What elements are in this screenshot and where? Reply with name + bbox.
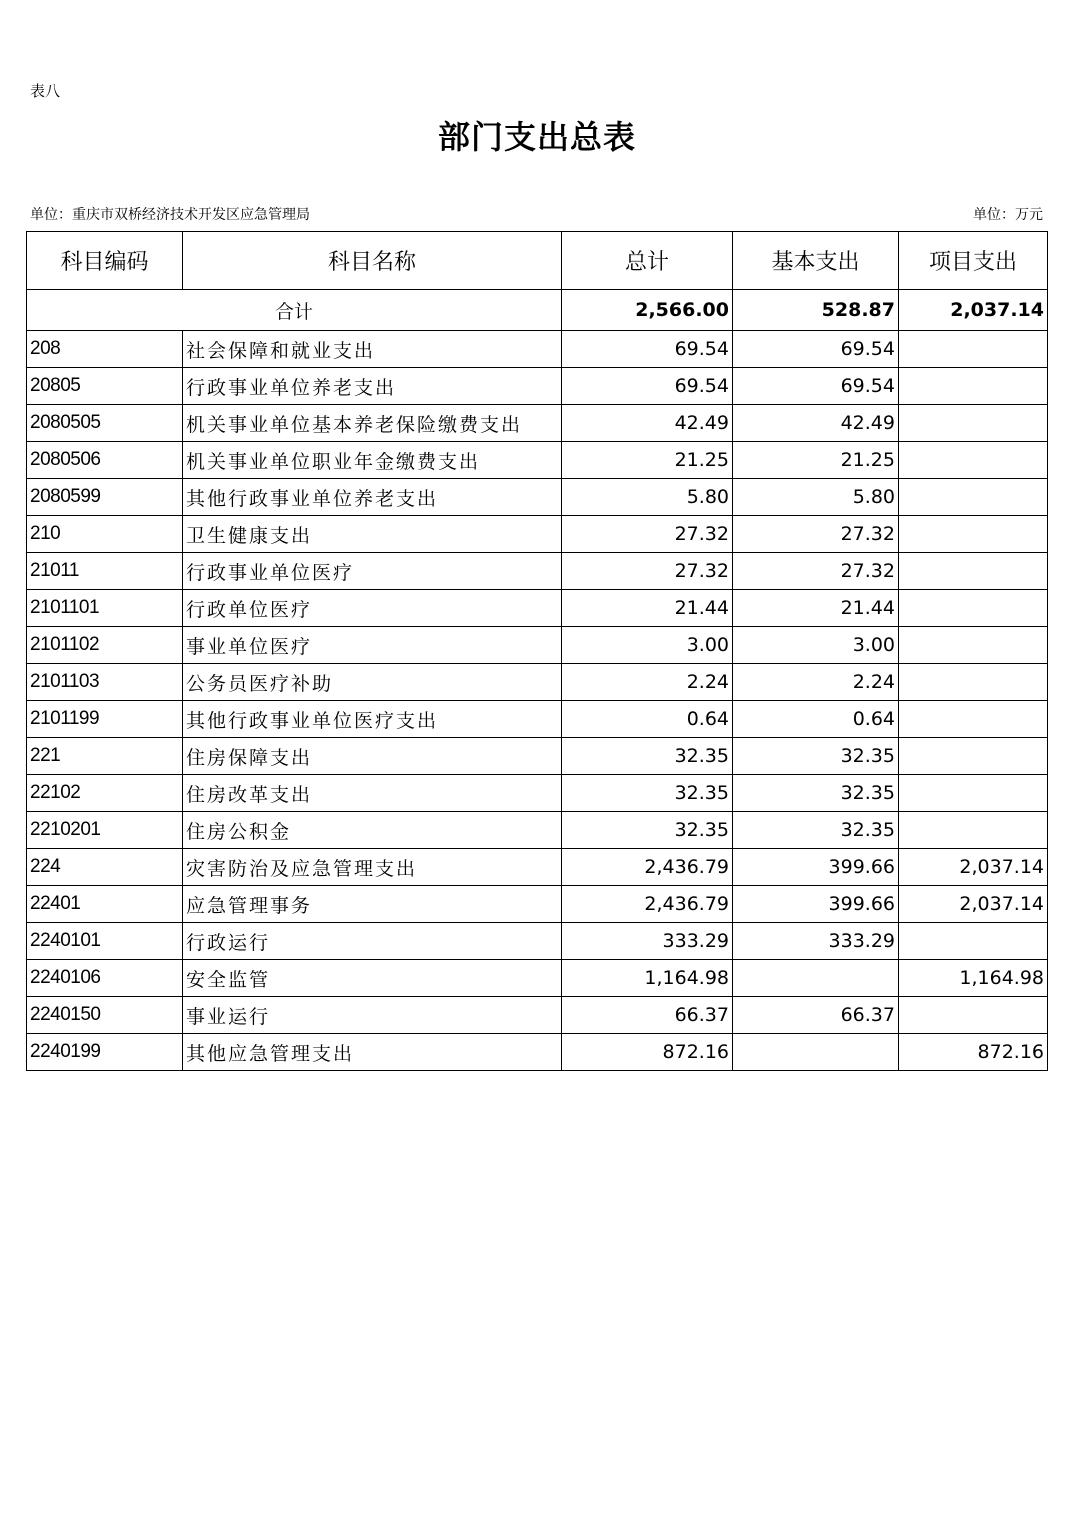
row-name-cell: 其他行政事业单位医疗支出 — [183, 701, 562, 738]
header-basic: 基本支出 — [733, 232, 899, 290]
table-row — [27, 479, 1048, 516]
row-project-cell: 872.16 — [899, 1034, 1048, 1071]
row-code-cell: 2240150 — [27, 997, 183, 1034]
row-project-cell — [899, 812, 1048, 849]
row-code-cell: 2210201 — [27, 812, 183, 849]
row-basic-cell: 27.32 — [733, 553, 899, 590]
row-total-cell: 69.54 — [562, 368, 733, 405]
organization-unit: 单位：重庆市双桥经济技术开发区应急管理局 — [30, 207, 310, 223]
row-total-cell: 27.32 — [562, 553, 733, 590]
row-code-cell: 2101101 — [27, 590, 183, 627]
row-basic-cell: 69.54 — [733, 331, 899, 368]
table-row — [27, 775, 1048, 812]
table-row — [27, 849, 1048, 886]
row-name-cell: 行政单位医疗 — [183, 590, 562, 627]
row-name-cell: 机关事业单位基本养老保险缴费支出 — [183, 405, 562, 442]
row-total-cell: 66.37 — [562, 997, 733, 1034]
row-project-cell — [899, 516, 1048, 553]
total-label: 合计 — [27, 290, 562, 331]
row-name-cell: 住房公积金 — [183, 812, 562, 849]
row-basic-cell — [733, 960, 899, 997]
row-basic-cell: 0.64 — [733, 701, 899, 738]
row-code-cell: 2080506 — [27, 442, 183, 479]
total-basic: 528.87 — [733, 290, 899, 331]
row-code-cell: 20805 — [27, 368, 183, 405]
row-total-cell: 32.35 — [562, 812, 733, 849]
row-project-cell: 2,037.14 — [899, 886, 1048, 923]
row-name-cell: 行政运行 — [183, 923, 562, 960]
row-code-cell: 21011 — [27, 553, 183, 590]
row-code-cell: 2240106 — [27, 960, 183, 997]
row-total-cell: 21.25 — [562, 442, 733, 479]
header-code: 科目编码 — [27, 232, 183, 290]
row-basic-cell: 69.54 — [733, 368, 899, 405]
row-basic-cell: 399.66 — [733, 886, 899, 923]
row-name-cell: 机关事业单位职业年金缴费支出 — [183, 442, 562, 479]
row-project-cell — [899, 442, 1048, 479]
row-code-cell: 224 — [27, 849, 183, 886]
header-row — [27, 232, 1048, 290]
row-total-cell: 32.35 — [562, 775, 733, 812]
row-project-cell — [899, 368, 1048, 405]
row-project-cell — [899, 405, 1048, 442]
total-row — [27, 290, 1048, 331]
table-row — [27, 1034, 1048, 1071]
row-basic-cell: 333.29 — [733, 923, 899, 960]
row-project-cell — [899, 479, 1048, 516]
expenditure-table — [26, 231, 1048, 1071]
table-row — [27, 923, 1048, 960]
row-project-cell — [899, 701, 1048, 738]
row-code-cell: 2080505 — [27, 405, 183, 442]
row-name-cell: 公务员医疗补助 — [183, 664, 562, 701]
row-project-cell — [899, 627, 1048, 664]
row-name-cell: 其他应急管理支出 — [183, 1034, 562, 1071]
row-project-cell — [899, 738, 1048, 775]
row-project-cell — [899, 775, 1048, 812]
header-name: 科目名称 — [183, 232, 562, 290]
row-project-cell — [899, 331, 1048, 368]
table-row — [27, 997, 1048, 1034]
table-row — [27, 738, 1048, 775]
row-total-cell: 2.24 — [562, 664, 733, 701]
row-project-cell — [899, 923, 1048, 960]
row-code-cell: 2240101 — [27, 923, 183, 960]
row-name-cell: 行政事业单位医疗 — [183, 553, 562, 590]
row-name-cell: 应急管理事务 — [183, 886, 562, 923]
row-code-cell: 221 — [27, 738, 183, 775]
row-project-cell: 1,164.98 — [899, 960, 1048, 997]
table-row — [27, 590, 1048, 627]
row-basic-cell: 5.80 — [733, 479, 899, 516]
row-total-cell: 42.49 — [562, 405, 733, 442]
page-title: 部门支出总表 — [437, 118, 636, 156]
row-code-cell: 208 — [27, 331, 183, 368]
row-basic-cell: 32.35 — [733, 738, 899, 775]
row-basic-cell: 2.24 — [733, 664, 899, 701]
row-name-cell: 社会保障和就业支出 — [183, 331, 562, 368]
row-project-cell — [899, 553, 1048, 590]
row-code-cell: 2101199 — [27, 701, 183, 738]
row-total-cell: 1,164.98 — [562, 960, 733, 997]
header-project: 项目支出 — [899, 232, 1048, 290]
table-row — [27, 812, 1048, 849]
total-total: 2,566.00 — [562, 290, 733, 331]
table-row — [27, 405, 1048, 442]
table-row — [27, 960, 1048, 997]
row-basic-cell: 21.25 — [733, 442, 899, 479]
row-code-cell: 2101102 — [27, 627, 183, 664]
row-name-cell: 住房保障支出 — [183, 738, 562, 775]
row-total-cell: 3.00 — [562, 627, 733, 664]
row-name-cell: 行政事业单位养老支出 — [183, 368, 562, 405]
row-total-cell: 32.35 — [562, 738, 733, 775]
row-code-cell: 22102 — [27, 775, 183, 812]
row-code-cell: 2080599 — [27, 479, 183, 516]
row-basic-cell: 66.37 — [733, 997, 899, 1034]
table-row — [27, 664, 1048, 701]
row-project-cell — [899, 590, 1048, 627]
row-total-cell: 21.44 — [562, 590, 733, 627]
row-basic-cell: 3.00 — [733, 627, 899, 664]
row-total-cell: 2,436.79 — [562, 849, 733, 886]
currency-unit: 单位：万元 — [973, 207, 1043, 223]
table-row — [27, 701, 1048, 738]
table-number-label: 表八 — [30, 82, 61, 100]
row-name-cell: 灾害防治及应急管理支出 — [183, 849, 562, 886]
row-basic-cell: 32.35 — [733, 775, 899, 812]
row-name-cell: 安全监管 — [183, 960, 562, 997]
row-name-cell: 事业单位医疗 — [183, 627, 562, 664]
header-total: 总计 — [562, 232, 733, 290]
row-code-cell: 22401 — [27, 886, 183, 923]
row-name-cell: 住房改革支出 — [183, 775, 562, 812]
table-row — [27, 331, 1048, 368]
row-total-cell: 69.54 — [562, 331, 733, 368]
table-row — [27, 553, 1048, 590]
table-row — [27, 627, 1048, 664]
row-project-cell — [899, 664, 1048, 701]
table-row — [27, 886, 1048, 923]
table-row — [27, 368, 1048, 405]
row-code-cell: 2240199 — [27, 1034, 183, 1071]
row-basic-cell: 27.32 — [733, 516, 899, 553]
row-basic-cell: 21.44 — [733, 590, 899, 627]
row-code-cell: 2101103 — [27, 664, 183, 701]
row-total-cell: 5.80 — [562, 479, 733, 516]
row-code-cell: 210 — [27, 516, 183, 553]
row-project-cell — [899, 997, 1048, 1034]
row-total-cell: 27.32 — [562, 516, 733, 553]
row-project-cell: 2,037.14 — [899, 849, 1048, 886]
row-basic-cell: 399.66 — [733, 849, 899, 886]
row-basic-cell: 42.49 — [733, 405, 899, 442]
row-basic-cell — [733, 1034, 899, 1071]
total-project: 2,037.14 — [899, 290, 1048, 331]
row-total-cell: 333.29 — [562, 923, 733, 960]
row-name-cell: 卫生健康支出 — [183, 516, 562, 553]
row-total-cell: 872.16 — [562, 1034, 733, 1071]
row-total-cell: 2,436.79 — [562, 886, 733, 923]
row-total-cell: 0.64 — [562, 701, 733, 738]
table-row — [27, 516, 1048, 553]
row-basic-cell: 32.35 — [733, 812, 899, 849]
table-row — [27, 442, 1048, 479]
row-name-cell: 其他行政事业单位养老支出 — [183, 479, 562, 516]
row-name-cell: 事业运行 — [183, 997, 562, 1034]
